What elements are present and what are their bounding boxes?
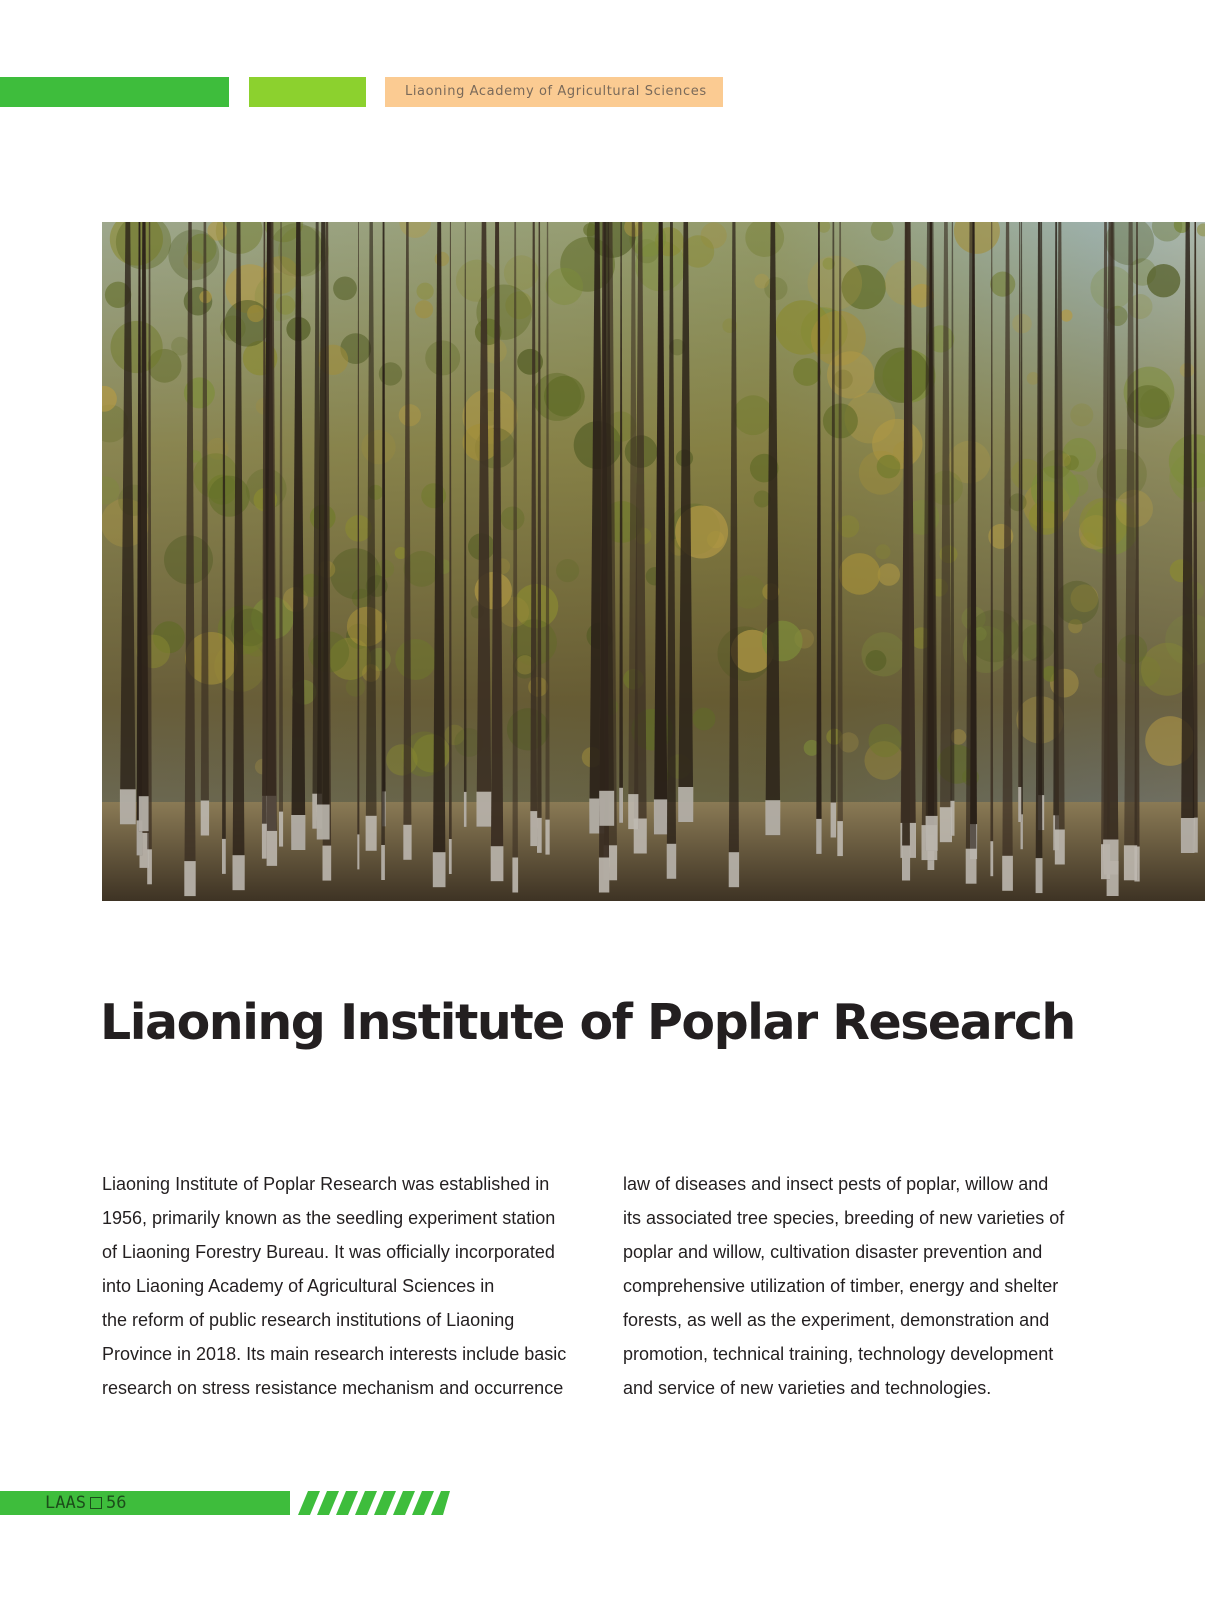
footer-page-label [45,1491,126,1515]
article-title: Liaoning Institute of Poplar Research [100,994,1075,1051]
leaf-cluster [990,272,1015,297]
leaf-cluster [347,607,387,647]
trunk-whitewash [291,815,305,850]
trunk-whitewash [184,861,195,896]
body-line: comprehensive utilization of timber, energy and shelter [623,1276,1059,1296]
leaf-cluster [878,563,900,585]
trunk-whitewash [477,792,492,827]
trunk-whitewash [1002,856,1013,891]
leaf-cluster [876,544,891,559]
leaf-cluster [168,230,219,281]
body-line: Province in 2018. Its main research interests include basic [102,1344,567,1364]
forest-illustration [102,222,1205,901]
trunk-whitewash [512,858,518,893]
footer-stripes [290,1491,450,1515]
trunk-whitewash [323,846,332,881]
square-icon [90,1497,102,1509]
leaf-cluster [733,395,773,435]
leaf-cluster [546,268,583,305]
leaf-cluster [754,491,771,508]
trunk-whitewash [837,821,843,856]
trunk-whitewash [357,834,359,869]
body-line: of Liaoning Forestry Bureau. It was officially incorporated [102,1242,555,1262]
leaf-cluster [361,430,395,464]
leaf-cluster [693,708,716,731]
body-line: the reform of public research institutions of Liaoning [102,1310,515,1330]
leaf-cluster [874,348,929,403]
leaf-cluster [1147,264,1180,297]
trunk-whitewash [729,852,739,887]
leaf-cluster [793,358,821,386]
trunk-whitewash [464,792,467,827]
trunk-whitewash [222,839,226,874]
leaf-cluster [865,650,886,671]
leaf-cluster [1009,493,1027,511]
trunk-whitewash [990,841,993,876]
trunk-whitewash [449,839,452,874]
body-line: promotion, technical training, technology development [623,1344,1054,1364]
trunk-whitewash [1036,858,1043,893]
leaf-cluster [247,305,264,322]
trunk-whitewash [831,803,837,838]
leaf-cluster [501,507,525,531]
leaf-cluster [209,476,250,517]
trunk-whitewash [628,794,638,829]
body-line: research on stress resistance mechanism and occurrence [102,1378,564,1398]
body-line: its associated tree species, breeding of new varieties of [623,1208,1065,1228]
trunk-whitewash [381,845,385,880]
body-line: law of diseases and insect pests of poplar, willow and [623,1174,1049,1194]
leaf-cluster [808,256,863,311]
trunk-whitewash [233,855,245,890]
trunk-whitewash [816,819,821,854]
trunk-whitewash [147,849,152,884]
body-line: and service of new varieties and technologies. [623,1378,992,1398]
body-line: 1956, primarily known as the seedling experiment station [102,1208,556,1228]
poplar-forest-photo [102,222,1205,901]
trunk-whitewash [765,800,780,835]
body-column-left [102,1167,572,1405]
trunk-whitewash [599,791,614,826]
leaf-cluster [435,252,450,267]
trunk-whitewash [545,820,549,855]
trunk-whitewash [403,825,411,860]
header-bar-lime [249,77,366,107]
header-tag: Liaoning Academy of Agricultural Sciences [385,77,723,107]
page-number: 56 [105,1493,127,1513]
trunk-whitewash [940,807,952,842]
leaf-cluster [1070,403,1093,426]
trunk-whitewash [1103,840,1118,875]
trunk-whitewash [678,787,693,822]
trunk-whitewash [599,858,609,893]
trunk-whitewash [433,852,446,887]
trunk-whitewash [262,824,267,859]
trunk-whitewash [537,818,542,853]
trunk-whitewash [902,846,910,881]
trunk-whitewash [619,788,623,823]
leaf-cluster [417,283,434,300]
trunk-whitewash [966,849,977,884]
leaf-cluster [111,321,163,373]
footer-brand: LAAS [45,1493,86,1513]
leaf-cluster [425,340,460,375]
leaf-cluster [399,404,421,426]
trunk-whitewash [139,796,149,831]
leaf-cluster [869,724,902,757]
leaf-cluster [346,677,365,696]
trunk-whitewash [926,816,938,851]
leaf-cluster [839,553,881,595]
trunk-whitewash [1018,787,1021,822]
leaf-cluster [544,376,585,417]
trunk-whitewash [491,846,504,881]
leaf-cluster [333,277,357,301]
leaf-cluster [171,337,190,356]
trunk-whitewash [317,805,330,840]
trunk-whitewash [1124,845,1137,880]
body-line: poplar and willow, cultivation disaster prevention and [623,1242,1043,1262]
body-line: Liaoning Institute of Poplar Research was established in [102,1174,550,1194]
trunk-whitewash [279,812,283,847]
leaf-cluster [415,300,433,318]
body-line: into Liaoning Academy of Agricultural Sciences in [102,1276,495,1296]
trunk-whitewash [530,811,537,846]
trunk-whitewash [120,789,136,824]
trunk-whitewash [201,801,209,836]
leaf-cluster [556,559,579,582]
leaf-cluster [386,744,417,775]
trunk-whitewash [654,799,668,834]
body-line: forests, as well as the experiment, demonstration and [623,1310,1050,1330]
trunk-whitewash [1181,818,1195,853]
trunk-whitewash [267,831,278,866]
trunk-whitewash [1055,830,1065,865]
header-bar-green [0,77,229,107]
trunk-whitewash [667,844,677,879]
leaf-cluster [754,274,769,289]
leaf-cluster [395,639,436,680]
trunk-whitewash [366,816,377,851]
body-column-right [623,1167,1088,1405]
leaf-cluster [583,223,596,236]
leaf-cluster [1060,310,1072,322]
trunk-whitewash [950,801,954,836]
